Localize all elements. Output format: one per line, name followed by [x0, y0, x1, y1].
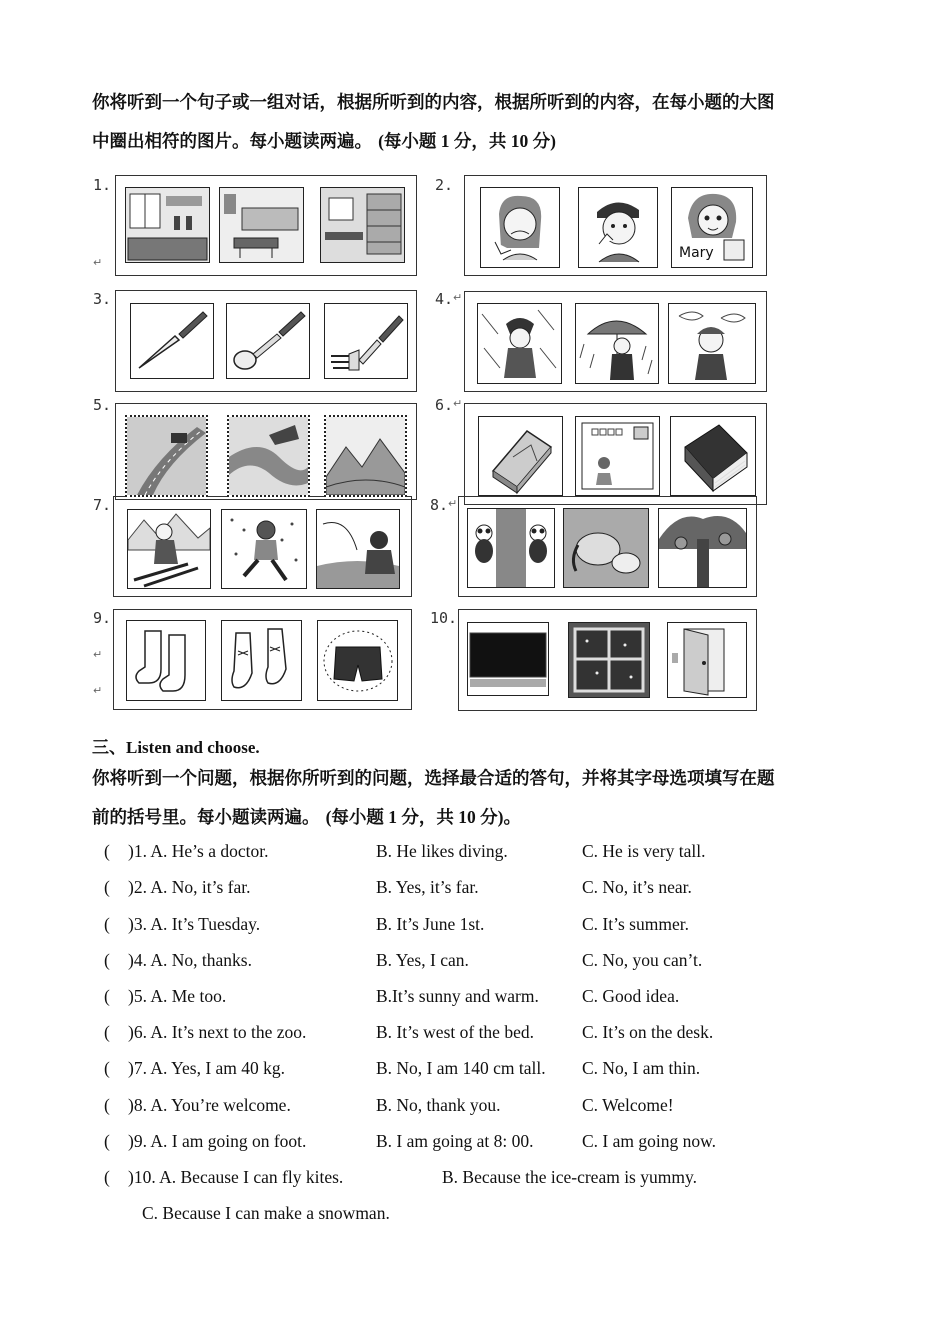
- qnum-3: 3.: [93, 290, 112, 308]
- choice-a: )9. A. I am going on foot.: [128, 1131, 307, 1151]
- answer-blank[interactable]: (: [104, 1095, 110, 1115]
- choice-c: C. He is very tall.: [582, 841, 706, 861]
- postcard-picture[interactable]: [575, 416, 660, 496]
- choice-row: [0, 877, 950, 905]
- answer-blank[interactable]: (: [104, 1131, 110, 1151]
- choice-row: [0, 986, 950, 1014]
- choice-a: )8. A. You’re welcome.: [128, 1095, 291, 1115]
- choice-a: )2. A. No, it’s far.: [128, 877, 251, 897]
- qnum-8: 8.: [430, 496, 449, 514]
- choice-row: [0, 841, 950, 869]
- instruction-1-line2-cn: 中圈出相符的图片。每小题读两遍。: [92, 132, 372, 152]
- instruction-1: [92, 84, 862, 161]
- return-mark-icon: ↵: [453, 291, 463, 304]
- choice-b: B. Because the ice-cream is yummy.: [442, 1167, 697, 1187]
- kitchen-picture[interactable]: [125, 187, 210, 263]
- choice-row: [0, 1095, 950, 1123]
- section-3-line2: [92, 798, 862, 837]
- hot-picture[interactable]: [668, 303, 756, 384]
- section-3-line2-en: (每小题 1 分，共 10 分)。: [325, 807, 521, 827]
- choice-b: B. It’s June 1st.: [376, 914, 485, 934]
- qnum-2: 2.: [435, 176, 454, 194]
- windy-picture[interactable]: [477, 303, 562, 384]
- fork-picture[interactable]: [324, 303, 408, 379]
- choice-b: B. Yes, it’s far.: [376, 877, 479, 897]
- return-mark-icon: ↵: [93, 256, 103, 269]
- qnum-1: 1.: [93, 176, 112, 194]
- instruction-1-line1: 你将听到一个句子或一组对话，根据所听到的内容，根据所听到的内容，在每小题的大图: [92, 93, 775, 113]
- boy-thinking-picture[interactable]: [578, 187, 658, 268]
- shoes-picture[interactable]: [221, 620, 302, 701]
- choice-a: )3. A. It’s Tuesday.: [128, 914, 261, 934]
- answer-blank[interactable]: (: [104, 841, 110, 861]
- choice-c: C. No, I am thin.: [582, 1058, 701, 1078]
- blackboard-picture[interactable]: [467, 622, 549, 696]
- choice-c: C. It’s summer.: [582, 914, 689, 934]
- section-3-title: 三、Listen and choose.: [92, 738, 260, 757]
- choice-row: [0, 1058, 950, 1086]
- skiing-picture[interactable]: [127, 509, 211, 589]
- running-picture[interactable]: [221, 509, 307, 589]
- choice-b: B. He likes diving.: [376, 841, 508, 861]
- choice-b: B.It’s sunny and warm.: [376, 986, 539, 1006]
- monkeys-picture[interactable]: [658, 508, 747, 588]
- section-3-line2-cn: 前的括号里。每小题读两遍。: [92, 808, 320, 828]
- door-picture[interactable]: [667, 622, 747, 698]
- answer-blank[interactable]: (: [104, 1058, 110, 1078]
- choice-row: [0, 914, 950, 942]
- section-3-instruction: [92, 760, 862, 837]
- instruction-1-line2: [92, 122, 862, 161]
- shorts-picture[interactable]: [317, 620, 398, 701]
- choice-a: )4. A. No, thanks.: [128, 950, 252, 970]
- spoon-picture[interactable]: [226, 303, 310, 379]
- choice-row: [0, 1131, 950, 1159]
- choice-c: C. Because I can make a snowman.: [142, 1203, 390, 1223]
- qnum-9: 9.: [93, 609, 112, 627]
- return-mark-icon: ↵: [93, 684, 103, 697]
- choice-b: B. It’s west of the bed.: [376, 1022, 534, 1042]
- girl-crying-picture[interactable]: [480, 187, 560, 268]
- return-mark-icon: ↵: [448, 497, 458, 510]
- pandas-picture[interactable]: [467, 508, 555, 588]
- choice-c: C. Good idea.: [582, 986, 680, 1006]
- answer-blank[interactable]: (: [104, 950, 110, 970]
- choice-b: B. No, thank you.: [376, 1095, 501, 1115]
- fishing-picture[interactable]: [316, 509, 400, 589]
- river-picture[interactable]: [227, 415, 310, 497]
- window-picture[interactable]: [568, 622, 650, 698]
- study-room-picture[interactable]: [320, 187, 405, 263]
- choice-a: )6. A. It’s next to the zoo.: [128, 1022, 307, 1042]
- qnum-5: 5.: [93, 396, 112, 414]
- choice-row-10: [0, 1167, 950, 1195]
- qnum-4: 4.: [435, 290, 454, 308]
- qnum-7: 7.: [93, 496, 112, 514]
- choice-row: [0, 950, 950, 978]
- choice-c: C. No, you can’t.: [582, 950, 703, 970]
- choice-a: )7. A. Yes, I am 40 kg.: [128, 1058, 286, 1078]
- section-3-line1: 你将听到一个问题，根据你所听到的问题，选择最合适的答句，并将其字母选项填写在题: [92, 769, 775, 789]
- return-mark-icon: ↵: [93, 648, 103, 661]
- choice-b: B. I am going at 8: 00.: [376, 1131, 534, 1151]
- rainy-picture[interactable]: [575, 303, 659, 384]
- knife-picture[interactable]: [130, 303, 214, 379]
- socks-picture[interactable]: [126, 620, 206, 701]
- dictionary-picture[interactable]: [670, 416, 756, 496]
- choice-a: )1. A. He’s a doctor.: [128, 841, 269, 861]
- choice-b: B. Yes, I can.: [376, 950, 469, 970]
- instruction-1-line2-en: (每小题 1 分，共 10 分): [378, 131, 556, 151]
- qnum-6: 6.: [435, 396, 454, 414]
- choice-c: C. I am going now.: [582, 1131, 716, 1151]
- answer-blank[interactable]: (: [104, 986, 110, 1006]
- choice-row: [0, 1022, 950, 1050]
- living-room-picture[interactable]: [219, 187, 304, 263]
- qnum-10: 10.: [430, 609, 458, 627]
- return-mark-icon: ↵: [453, 397, 463, 410]
- elephants-picture[interactable]: [563, 508, 649, 588]
- choice-a: )5. A. Me too.: [128, 986, 227, 1006]
- road-picture[interactable]: [125, 415, 208, 497]
- choice-a: )10. A. Because I can fly kites.: [128, 1167, 344, 1187]
- answer-blank[interactable]: (: [104, 877, 110, 897]
- choice-row-10-c: [0, 1203, 950, 1231]
- book-picture[interactable]: [478, 416, 563, 496]
- answer-blank[interactable]: (: [104, 1022, 110, 1042]
- mountains-picture[interactable]: [324, 415, 407, 497]
- choice-b: B. No, I am 140 cm tall.: [376, 1058, 546, 1078]
- answer-blank[interactable]: (: [104, 1167, 110, 1187]
- choice-c: C. It’s on the desk.: [582, 1022, 714, 1042]
- mary-label: Mary: [679, 245, 714, 261]
- answer-blank[interactable]: (: [104, 914, 110, 934]
- choice-c: C. Welcome!: [582, 1095, 674, 1115]
- choice-c: C. No, it’s near.: [582, 877, 692, 897]
